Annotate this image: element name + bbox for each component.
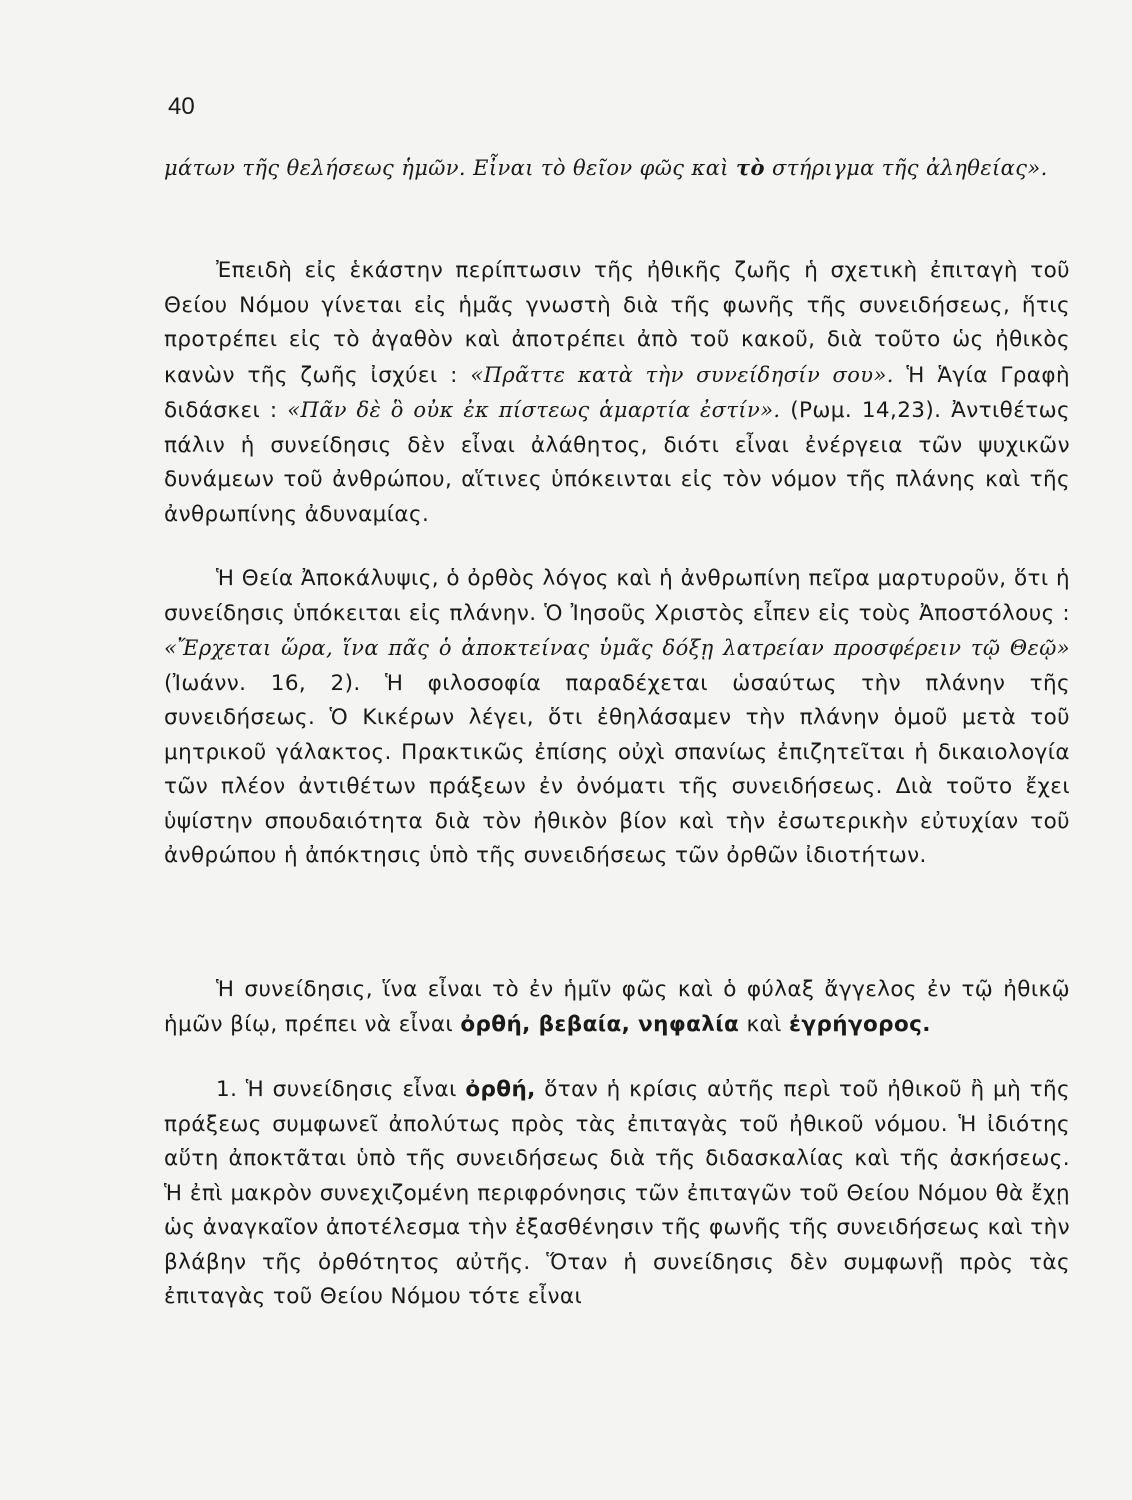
paragraph-text: ὅταν ἡ κρίσις αὐτῆς περὶ τοῦ ἠθικοῦ ἢ μὴ τῆς πράξεως συμφωνεῖ ἀπολύτως πρὸς τὰς ἐπιταγὰς τοῦ ἠθικοῦ νόμου. Ἡ ἰδιότης αὕτη ἀποκτᾶται ὑπὸ τῆς συνειδήσεως διὰ τῆς διδασκαλίας καὶ τῆς ἀσκήσεως. Ἡ ἐπὶ μακρὸν συνεχιζομένη περιφρόνησις τῶν ἐπιταγῶν τοῦ Θείου Νόμου θὰ ἔχῃ ὡς ἀναγκαῖον ἀποτέλεσμα τὴν ἐξασθένησιν τῆς φωνῆς τῆς συνειδήσεως καὶ τὴν βλάβην τῆς ὀρθότητος αὐτῆς. Ὅταν ἡ συνείδησις δὲν συμφωνῇ πρὸς τὰς ἐπιταγὰς τοῦ Θείου Νόμου τότε εἶναι: [164, 1077, 1070, 1309]
bold-italic-text: τὸ: [736, 155, 765, 180]
paragraph-text: (Ρωμ. 14,23). Ἀντιθέτως πάλιν ἡ συνείδησις δὲν εἶναι ἀλάθητος, διότι εἶναι ἐνέργεια τῶν ψυχικῶν δυνάμεων τοῦ ἀνθρώπου, αἵτινες ὑπόκεινται εἰς τὸν νόμον τῆς πλάνης καὶ τῆς ἀνθρωπίνης ἀδυναμίας.: [164, 398, 1070, 527]
paragraph-text: Ἡ συνείδησις, ἵνα εἶναι τὸ ἐν ἡμῖν φῶς καὶ ὁ φύλαξ ἄγγελος ἐν τῷ ἠθικῷ ἡμῶν βίῳ, πρέπει νὰ εἶναι: [164, 977, 1070, 1037]
italic-text: στήριγμα τῆς ἀληθείας».: [764, 156, 1048, 180]
scripture-quote: «Ἔρχεται ὥρα, ἵνα πᾶς ὁ ἀποκτείνας ὑμᾶς δόξῃ λατρείαν προσφέρειν τῷ Θεῷ»: [164, 636, 1070, 660]
bold-text: ὀρθή,: [465, 1077, 536, 1102]
paragraph-text: Ἐπειδὴ εἰς ἑκάστην περίπτωσιν τῆς ἠθικῆς ζωῆς ἡ σχετικὴ ἐπιταγὴ τοῦ Θείου Νόμου γίνεται εἰς ἡμᾶς γνωστὴ διὰ τῆς φωνῆς τῆς συνειδήσεως, ἥτις προτρέπει εἰς τὸ ἀγαθὸν καὶ ἀποτρέπει ἀπὸ τοῦ κακοῦ, διὰ τοῦτο ὡς ἠθικὸς κανὼν τῆς ζωῆς ἰσχύει :: [164, 258, 1070, 388]
paragraph-text: (Ἰωάνν. 16, 2). Ἡ φιλοσοφία παραδέχεται ὡσαύτως τὴν πλάνην τῆς συνειδήσεως. Ὁ Κικέρων λέγει, ὅτι ἐθηλάσαμεν τὴν πλάνην ὁμοῦ μετὰ τοῦ μητρικοῦ γάλακτος. Πρακτικῶς ἐπίσης οὐχὶ σπανίως ἐπιζητεῖται ἡ δικαιολογία τῶν πλέον ἀντιθέτων πράξεων ἐν ὀνόματι τῆς συνειδήσεως. Διὰ τοῦτο ἔχει ὑψίστην σπουδαιότητα διὰ τὸν ἠθικὸν βίον καὶ τὴν ἐσωτερικὴν εὐτυχίαν τοῦ ἀνθρώπου ἡ ἀπόκτησις ὑπὸ τῆς συνειδήσεως τῶν ὀρθῶν ἰδιοτήτων.: [164, 670, 1070, 868]
scripture-quote: «Πᾶν δὲ ὃ οὐκ ἐκ πίστεως ἁμαρτία ἐστίν».: [287, 398, 781, 422]
paragraph-continuation: [164, 150, 1070, 187]
scripture-quote: «Πρᾶττε κατὰ τὴν συνείδησίν σου».: [470, 362, 894, 387]
paragraph-qualities: [164, 973, 1070, 1042]
paragraph-error-of-conscience: [164, 562, 1070, 874]
page-number: 40: [168, 93, 195, 120]
paragraph-text: Ἡ Ἁγία Γραφὴ διδάσκει :: [164, 362, 1070, 423]
paragraph-text: 1. Ἡ συνείδησις εἶναι: [216, 1077, 466, 1102]
paragraph-text: Ἡ Θεία Ἀποκάλυψις, ὁ ὀρθὸς λόγος καὶ ἡ ἀνθρωπίνη πεῖρα μαρτυροῦν, ὅτι ἡ συνείδησις ὑπόκειται εἰς πλάνην. Ὁ Ἰησοῦς Χριστὸς εἶπεν εἰς τοὺς Ἀποστόλους :: [164, 566, 1070, 626]
paragraph-conscience-rule: [164, 254, 1070, 532]
bold-text: ἐγρήγορος.: [789, 1011, 931, 1037]
paragraph-point-1: [164, 1073, 1070, 1315]
bold-text: ὀρθή, βεβαία, νηφαλία: [460, 1011, 740, 1037]
italic-text: μάτων τῆς θελήσεως ἡμῶν. Εἶναι τὸ θεῖον φῶς καὶ: [164, 156, 736, 180]
paragraph-text: καὶ: [739, 1011, 790, 1037]
